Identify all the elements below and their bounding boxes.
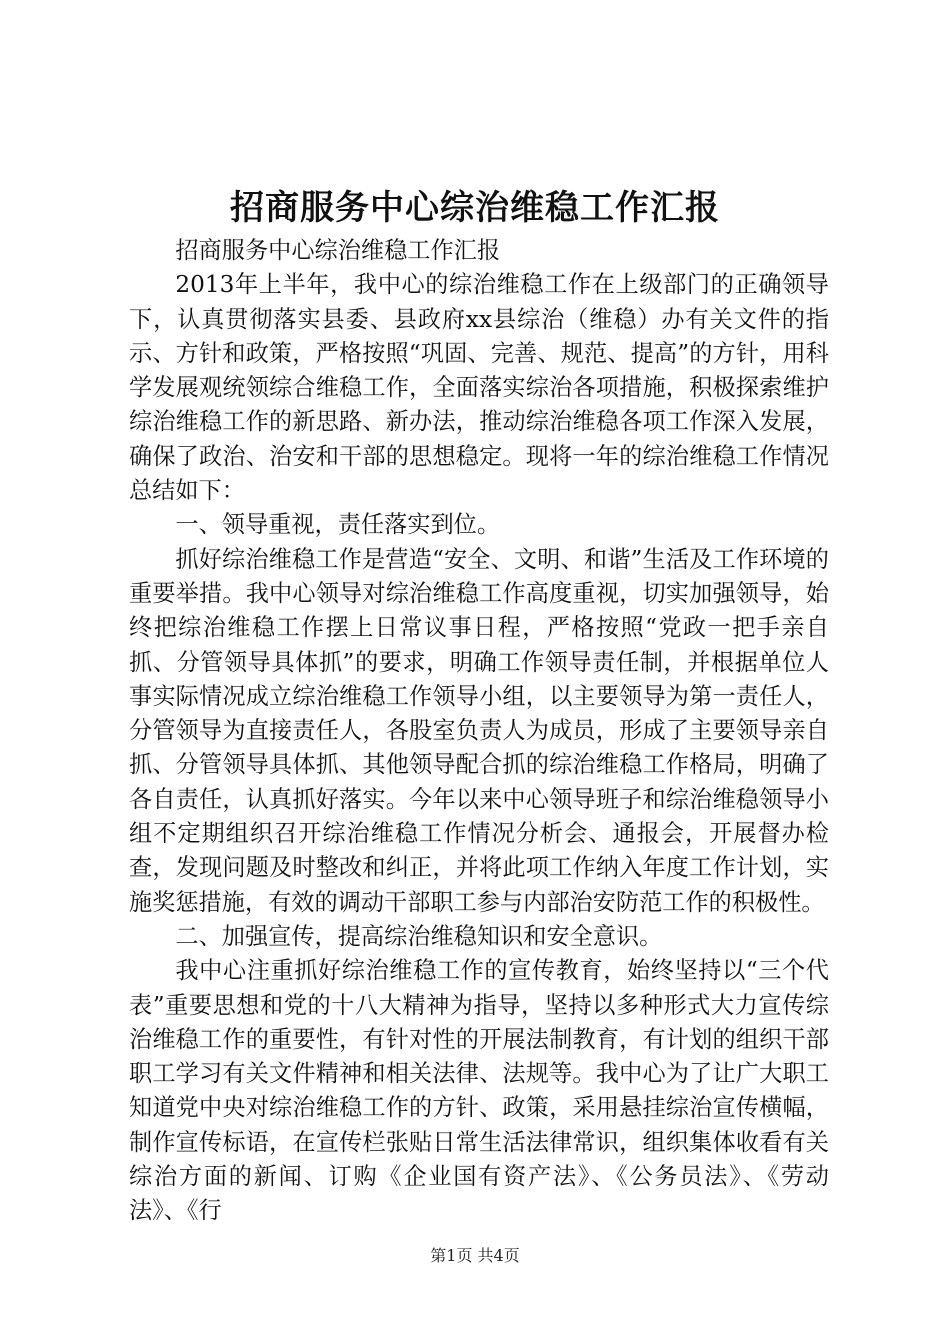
page-total: 共4页 <box>477 1246 520 1265</box>
section-heading-1: 一、领导重视，责任落实到位。 <box>175 511 501 539</box>
document-body <box>129 234 829 1229</box>
page-footer <box>0 1246 950 1266</box>
paragraph-subtitle: 招商服务中心综治维稳工作汇报 <box>175 237 501 264</box>
paragraph-section-1: 抓好综治维稳工作是营造“安全、文明、和谐”生活及工作环境的重要举措。我中心领导对综治维稳工作高度重视，切实加强领导，始终把综治维稳工作摆上日常议事日程，严格按照“党政一把手亲自抓、分管领导具体抓”的要求，明确工作领导责任制，并根据单位人事实际情况成立综治维稳工作领导小组，以主要领导为第一责任人，分管领导为直接责任人，各股室负责人为成员，形成了主要领导亲自抓、分管领导具体抓、其他领导配合抓的综治维稳工作格局，明确了各自责任，认真抓好落实。今年以来中心领导班子和综治维稳领导小组不定期组织召开综治维稳工作情况分析会、通报会，开展督办检查，发现问题及时整改和纠正，并将此项工作纳入年度工作计划，实施奖惩措施，有效的调动干部职工参与内部治安防范工作的积极性。 <box>129 545 829 916</box>
paragraph-intro: 2013年上半年，我中心的综治维稳工作在上级部门的正确领导下，认真贯彻落实县委、县政府xx县综治（维稳）办有关文件的指示、方针和政策，严格按照“巩固、完善、规范、提高”的方针，用科学发展观统领综合维稳工作，全面落实综治各项措施，积极探索维护综治维稳工作的新思路、新办法，推动综治维稳各项工作深入发展，确保了政治、治安和干部的思想稳定。现将一年的综治维稳工作情况总结如下： <box>129 271 829 505</box>
section-heading-2: 二、加强宣传，提高综治维稳知识和安全意识。 <box>175 922 663 950</box>
document-title: 招商服务中心综治维稳工作汇报 <box>230 188 720 228</box>
paragraph-section-2: 我中心注重抓好综治维稳工作的宣传教育，始终坚持以“三个代表”重要思想和党的十八大精神为指导，坚持以多种形式大力宣传综治维稳工作的重要性，有针对性的开展法制教育，有计划的组织干部职工学习有关文件精神和相关法律、法规等。我中心为了让广大职工知道党中央对综治维稳工作的方针、政策，采用悬挂综治宣传横幅，制作宣传标语，在宣传栏张贴日常生活法律常识，组织集体收看有关综治方面的新闻、订购《企业国有资产法》、《公务员法》、《劳动法》、《行 <box>129 957 829 1225</box>
page-number: 第1页 <box>430 1246 473 1265</box>
